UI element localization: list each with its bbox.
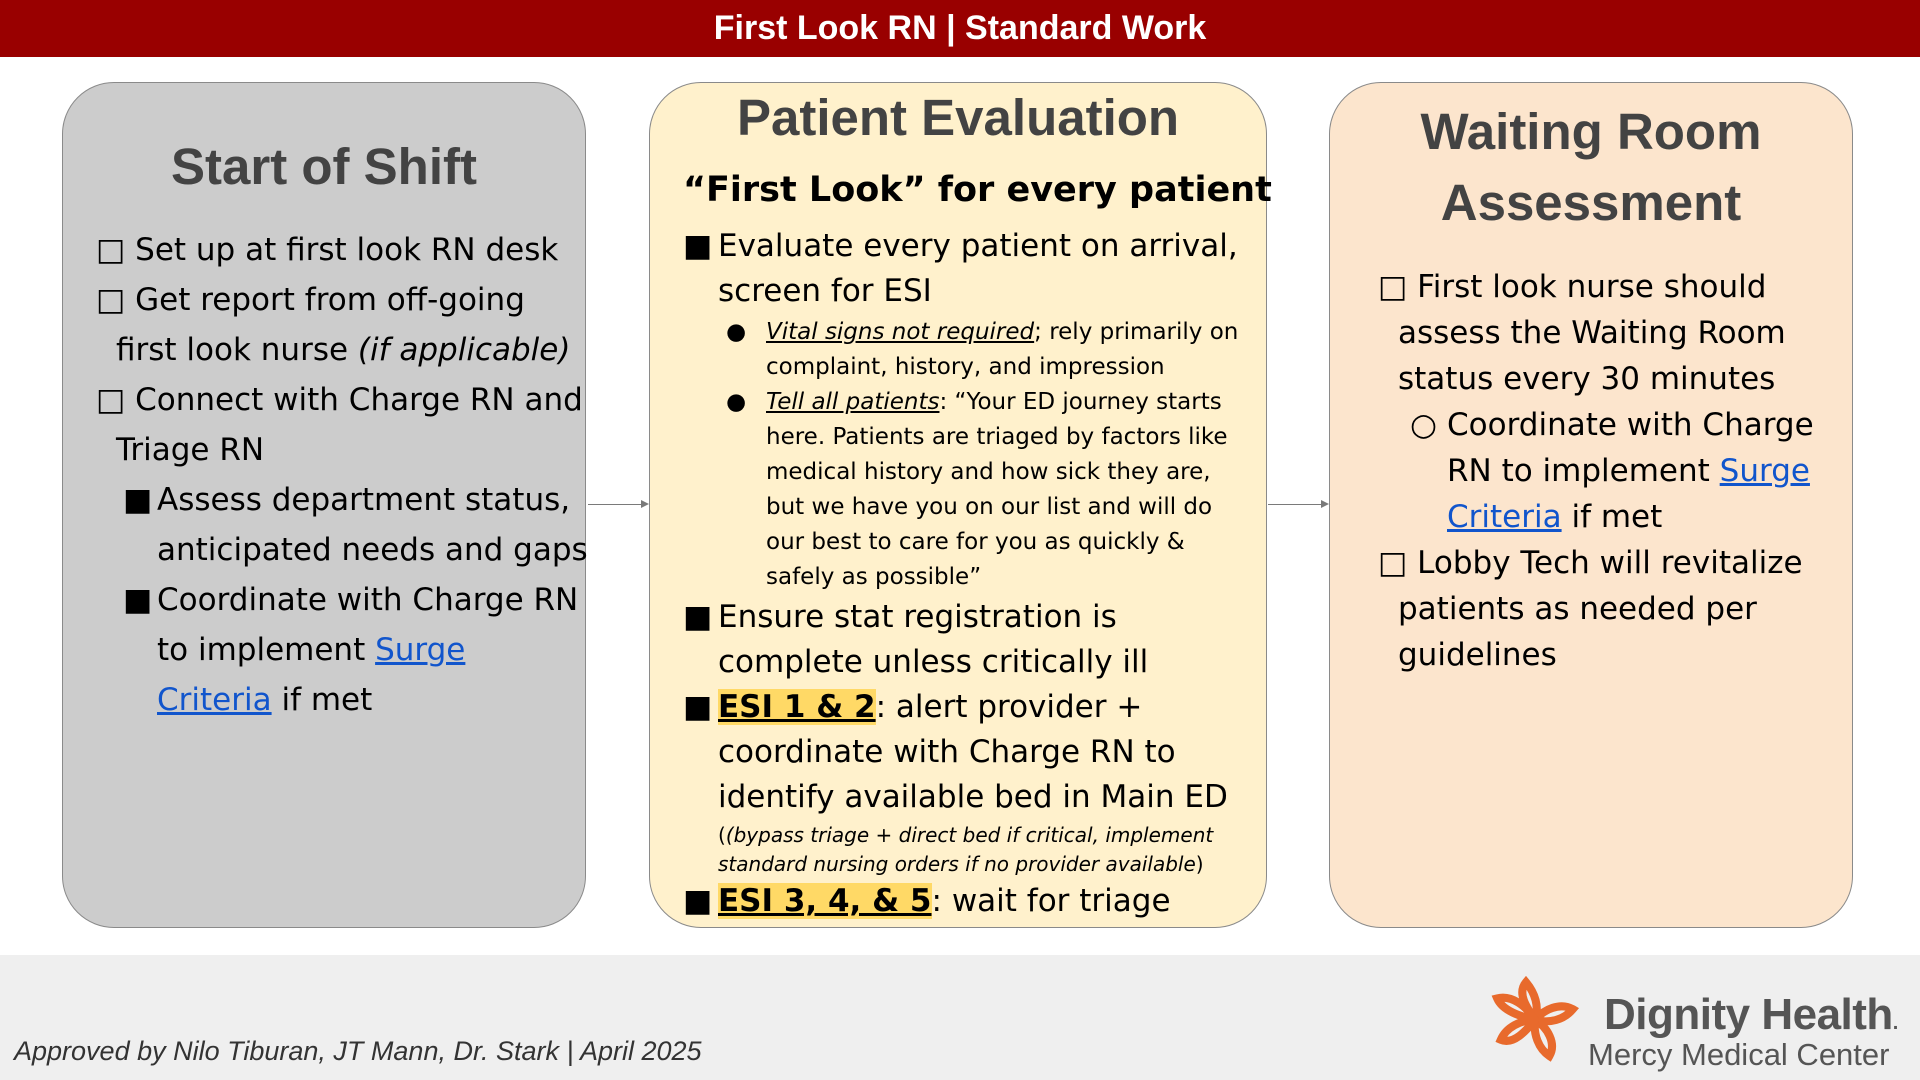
dignity-health-star-logo-icon	[1490, 975, 1580, 1065]
sub-bullet-icon: ■	[123, 482, 153, 518]
surge-criteria-link[interactable]: Surge	[375, 632, 466, 668]
right-arrow-icon	[1268, 504, 1327, 505]
esi-note: ((bypass triage + direct bed if critical, implement	[718, 823, 1214, 847]
sub-item-coordinate-cont: to implement Surge	[157, 632, 466, 668]
sub-vitals-cont: complaint, history, and impression	[766, 354, 1165, 380]
checklist-item-assess-cont: status every 30 minutes	[1398, 361, 1776, 397]
checklist-item-lobby-tech-cont: guidelines	[1398, 637, 1557, 673]
sub-vitals: Vital signs not required; rely primarily on	[766, 319, 1239, 345]
checklist-item-assess: □ First look nurse should	[1378, 269, 1767, 305]
surge-criteria-link[interactable]: Surge	[1719, 453, 1810, 489]
right-arrow-icon	[588, 504, 647, 505]
sub-tell-patients-cont: our best to care for you as quickly &	[766, 529, 1185, 555]
sub-item-coordinate-cont2: Criteria if met	[157, 682, 373, 718]
surge-criteria-link[interactable]: Criteria	[1447, 499, 1562, 535]
checklist-item-report-cont: first look nurse (if applicable)	[116, 332, 571, 368]
bullet-icon: ■	[683, 689, 713, 725]
bullet-icon: ■	[683, 883, 713, 919]
sub-bullet-icon: ○	[1410, 407, 1438, 443]
sub-tell-patients: Tell all patients: “Your ED journey starts	[766, 389, 1222, 415]
sub-item-coordinate-cont: RN to implement Surge	[1447, 453, 1810, 489]
bullet-esi-1-2-cont: identify available bed in Main ED	[718, 779, 1228, 815]
sub-tell-patients-cont: safely as possible”	[766, 564, 982, 590]
bullet-esi-3-4-5: ESI 3, 4, & 5: wait for triage	[718, 883, 1171, 919]
bullet-icon: ■	[683, 228, 713, 264]
sub-tell-patients-cont: here. Patients are triaged by factors like	[766, 424, 1228, 450]
start-of-shift-panel	[62, 82, 586, 928]
esi-note-cont: standard nursing orders if no provider available)	[718, 852, 1204, 876]
brand-name: Dignity Health.	[1604, 990, 1898, 1039]
waiting-room-title: Waiting Room	[1420, 103, 1762, 160]
sub-tell-patients-cont: medical history and how sick they are,	[766, 459, 1211, 485]
sub-bullet-icon: ■	[123, 582, 153, 618]
bullet-evaluate-cont: screen for ESI	[718, 273, 932, 309]
esi-1-2-highlight: ESI 1 & 2	[718, 689, 876, 725]
checklist-item-setup: □ Set up at first look RN desk	[96, 232, 559, 268]
checklist-item-assess-cont: assess the Waiting Room	[1398, 315, 1786, 351]
checklist-item-lobby-tech-cont: patients as needed per	[1398, 591, 1757, 627]
checklist-item-connect: □ Connect with Charge RN and	[96, 382, 583, 418]
patient-evaluation-panel	[649, 82, 1272, 928]
waiting-room-title-cont: Assessment	[1440, 174, 1742, 231]
bullet-registration-cont: complete unless critically ill	[718, 644, 1149, 680]
facility-name: Mercy Medical Center	[1588, 1037, 1890, 1072]
checklist-item-report: □ Get report from off-going	[96, 282, 525, 318]
sub-item-assess-cont: anticipated needs and gaps	[157, 532, 588, 568]
header-bar	[0, 0, 1920, 57]
bullet-esi-1-2: ESI 1 & 2: alert provider +	[718, 689, 1143, 725]
page-title: First Look RN | Standard Work	[713, 9, 1207, 47]
sub-bullet-icon: ●	[726, 389, 747, 415]
bullet-icon: ■	[683, 599, 713, 635]
patient-evaluation-title: Patient Evaluation	[736, 89, 1180, 146]
surge-criteria-link[interactable]: Criteria	[157, 682, 272, 718]
patient-evaluation-subtitle: “First Look” for every patient	[683, 170, 1272, 210]
start-of-shift-title: Start of Shift	[171, 138, 477, 195]
sub-item-coordinate: Coordinate with Charge RN	[157, 582, 579, 618]
sub-bullet-icon: ●	[726, 319, 747, 345]
sub-item-assess: Assess department status,	[157, 482, 571, 518]
bullet-evaluate: Evaluate every patient on arrival,	[718, 228, 1238, 264]
checklist-item-connect-cont: Triage RN	[116, 432, 265, 468]
sub-tell-patients-cont: but we have you on our list and will do	[766, 494, 1213, 520]
sub-item-coordinate: Coordinate with Charge	[1447, 407, 1814, 443]
esi-3-4-5-highlight: ESI 3, 4, & 5	[718, 883, 932, 919]
bullet-registration: Ensure stat registration is	[718, 599, 1117, 635]
approval-note: Approved by Nilo Tiburan, JT Mann, Dr. Stark | April 2025	[14, 1036, 702, 1066]
sub-item-coordinate-cont2: Criteria if met	[1447, 499, 1663, 535]
bullet-esi-1-2-cont: coordinate with Charge RN to	[718, 734, 1176, 770]
waiting-room-panel	[1329, 82, 1853, 928]
checklist-item-lobby-tech: □ Lobby Tech will revitalize	[1378, 545, 1803, 581]
